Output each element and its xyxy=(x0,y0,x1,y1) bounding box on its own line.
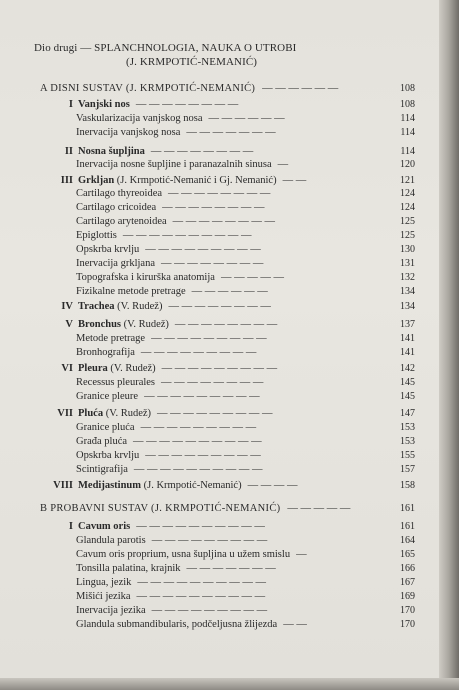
dot-leader: — — — — — — — — — xyxy=(151,535,268,546)
entry-text: Opskrba krvlju xyxy=(76,244,140,255)
entry-label xyxy=(76,619,307,631)
part-title: Dio drugi — SPLANCHNOLOGIA, NAUKA O UTROBI xyxy=(34,42,297,54)
chapter-numeral: III xyxy=(60,175,73,186)
entry-label xyxy=(76,436,262,448)
page-number: 124 xyxy=(400,188,415,199)
chapter-title: Pleura xyxy=(78,363,108,374)
entry-label xyxy=(76,113,285,125)
dot-leader: — — — — — — — — — xyxy=(144,391,260,402)
dot-leader: — — — — — — — — — — xyxy=(133,436,262,447)
chapter-title: Trachea xyxy=(78,301,115,312)
page-number: 124 xyxy=(400,202,415,213)
page-number: 134 xyxy=(400,286,415,297)
entry-label xyxy=(76,464,263,476)
page-number: 108 xyxy=(400,99,415,110)
chapter-title: Nosna šupljina xyxy=(78,146,145,157)
page-number: 134 xyxy=(400,301,415,312)
page-number: 167 xyxy=(400,577,415,588)
dot-leader: — — — — — — — — — — xyxy=(136,521,265,532)
entry-text: Scintigrafija xyxy=(76,464,128,475)
dot-leader: — xyxy=(296,549,307,560)
entry-text: Inervacija grkljana xyxy=(76,258,155,269)
entry-label xyxy=(76,422,256,434)
chapter-numeral: II xyxy=(64,146,73,157)
entry-label xyxy=(76,230,251,242)
page-number: 120 xyxy=(400,159,415,170)
dot-leader: — — — — — xyxy=(220,272,284,283)
page-number: 114 xyxy=(400,127,415,138)
chapter-numeral: VI xyxy=(61,363,73,374)
entry-text: Granice pleure xyxy=(76,391,139,402)
dot-leader: — — — — — — — — — xyxy=(151,333,267,344)
dot-leader: — — — — — — — — — xyxy=(140,347,257,358)
page-number: 169 xyxy=(400,591,415,602)
chapter-numeral: VIII xyxy=(53,480,73,491)
entry-text: Građa pluća xyxy=(76,436,128,447)
dot-leader: — xyxy=(277,159,289,170)
page-number: 170 xyxy=(400,619,415,630)
page-number: 137 xyxy=(400,319,415,330)
dot-leader: — — — — xyxy=(247,480,298,491)
entry-text: Epiglottis xyxy=(76,230,117,241)
dot-leader: — — — — — — — — xyxy=(161,377,264,388)
dot-leader: — — — — — — — — — xyxy=(145,244,261,255)
entry-label xyxy=(76,535,267,547)
entry-label xyxy=(78,363,277,375)
entry-label xyxy=(78,319,277,331)
chapter-numeral: IV xyxy=(61,301,73,312)
dot-leader: — — — — — — — — xyxy=(172,216,276,227)
chapter-title: Vanjski nos xyxy=(78,99,130,110)
entry-label xyxy=(76,549,307,561)
entry-text: Lingua, jezik xyxy=(76,577,132,588)
entry-text: Bronhografija xyxy=(76,347,135,358)
dot-leader: — — — — — — — — — xyxy=(145,450,261,461)
chapter-numeral: VII xyxy=(57,408,73,419)
entry-text: Granice pluća xyxy=(76,422,135,433)
entry-label xyxy=(76,188,270,200)
entry-text: Inervacija nosne šupljine i paranazalnih sinusa xyxy=(76,159,272,170)
entry-label xyxy=(78,521,265,533)
entry-text: Glandula parotis xyxy=(76,535,146,546)
entry-text: Inervacija jezika xyxy=(76,605,146,616)
dot-leader: — — xyxy=(283,619,307,630)
page-number: 166 xyxy=(400,563,415,574)
dot-leader: — — — — — — — — — — xyxy=(133,464,263,475)
page-number: 108 xyxy=(400,83,415,94)
entry-label xyxy=(76,272,284,284)
entry-label xyxy=(76,159,288,171)
page-number: 132 xyxy=(400,272,415,283)
entry-text: Fizikalne metode pretrage xyxy=(76,286,186,297)
entry-text: Cavum oris proprium, usna šupljina u užem smislu xyxy=(76,549,291,560)
page-number: 147 xyxy=(400,408,415,419)
entry-label xyxy=(76,286,268,298)
page-number: 142 xyxy=(400,363,415,374)
entry-text: (V. Rudež) xyxy=(121,319,169,330)
dot-leader: — — — — — — — — xyxy=(168,188,271,199)
part-authors: (J. KRMPOTIĆ-NEMANIĆ) xyxy=(126,56,258,68)
page-number: 130 xyxy=(400,244,415,255)
entry-label xyxy=(76,391,260,403)
dot-leader: — — — — — — — — — xyxy=(151,605,268,616)
page-number: 141 xyxy=(400,347,415,358)
dot-leader: — — — — — — — — — xyxy=(157,408,273,419)
chapter-title: Bronchus xyxy=(78,319,121,330)
dot-leader: — — — — — — — xyxy=(186,127,276,138)
dot-leader: — — — — — — — — xyxy=(174,319,278,330)
page-number: 131 xyxy=(400,258,415,269)
entry-label xyxy=(78,301,271,313)
page-number: 145 xyxy=(400,391,415,402)
chapter-title: Medijastinum xyxy=(78,480,141,491)
entry-label xyxy=(76,258,263,270)
entry-text: Metode pretrage xyxy=(76,333,146,344)
page-number: 153 xyxy=(400,436,415,447)
page-number: 164 xyxy=(400,535,415,546)
chapter-title: Grkljan xyxy=(78,175,115,186)
page-number: 125 xyxy=(400,230,415,241)
chapter-numeral: I xyxy=(68,521,73,532)
chapter-title: Cavum oris xyxy=(78,521,131,532)
entry-label xyxy=(76,347,256,359)
dot-leader: — — — — — — xyxy=(208,113,285,124)
entry-label xyxy=(76,591,265,603)
entry-text: Vaskularizacija vanjskog nosa xyxy=(76,113,203,124)
page-number: 125 xyxy=(400,216,415,227)
entry-text: Cartilago arytenoidea xyxy=(76,216,167,227)
page-number: 165 xyxy=(400,549,415,560)
page-number: 114 xyxy=(400,113,415,124)
dot-leader: — — — — — — — — — xyxy=(161,363,278,374)
dot-leader: — — xyxy=(282,175,307,186)
page-number: 158 xyxy=(400,480,415,491)
page-number: 157 xyxy=(400,464,415,475)
entry-label xyxy=(76,377,263,389)
page-number: 161 xyxy=(400,503,415,514)
chapter-numeral: I xyxy=(68,99,73,110)
dot-leader: — — — — — — — — xyxy=(168,301,271,312)
entry-label xyxy=(78,408,273,420)
entry-label xyxy=(76,577,266,589)
page-number: 114 xyxy=(400,146,415,157)
entry-label xyxy=(78,99,238,111)
entry-text: Glandula submandibularis, podčeljusna žlijezda xyxy=(76,619,278,630)
section-title: B PROBAVNI SUSTAV (J. KRMPOTIĆ-NEMANIĆ) — — — — — xyxy=(40,503,351,514)
dot-leader: — — — — — — — — xyxy=(161,258,264,269)
dot-leader: — — — — — — — — — — xyxy=(122,230,252,241)
dot-leader: — — — — — — — — xyxy=(150,146,254,157)
page-number: 153 xyxy=(400,422,415,433)
dot-leader: — — — — — — — xyxy=(186,563,276,574)
page-number: 170 xyxy=(400,605,415,616)
entry-label xyxy=(78,146,253,158)
entry-text: Mišići jezika xyxy=(76,591,131,602)
entry-text: (V. Rudež) xyxy=(103,408,152,419)
entry-label xyxy=(78,480,297,492)
entry-text: (J. Krmpotić-Nemanić) xyxy=(141,480,242,491)
entry-text: Inervacija vanjskog nosa xyxy=(76,127,181,138)
page-number: 121 xyxy=(400,175,415,186)
dot-leader: — — — — — — xyxy=(191,286,268,297)
dot-leader: — — — — — — — — — — xyxy=(137,577,267,588)
chapter-numeral: V xyxy=(65,319,73,330)
entry-text: Cartilago thyreoidea xyxy=(76,188,163,199)
entry-text: Opskrba krvlju xyxy=(76,450,140,461)
entry-text: Tonsilla palatina, krajnik xyxy=(76,563,181,574)
chapter-title: Pluća xyxy=(78,408,104,419)
page-number: 145 xyxy=(400,377,415,388)
book-spine-shadow xyxy=(439,0,459,690)
entry-text: (J. Krmpotić-Nemanić i Gj. Nemanić) xyxy=(114,175,277,186)
dot-leader: — — — — — — — — — — xyxy=(136,591,266,602)
dot-leader: — — — — — — — — — xyxy=(140,422,257,433)
entry-label xyxy=(76,563,276,575)
book-bottom-edge xyxy=(0,678,459,690)
entry-text: Recessus pleurales xyxy=(76,377,156,388)
entry-label xyxy=(76,127,276,139)
entry-text: (V. Rudež) xyxy=(107,363,156,374)
entry-label xyxy=(76,216,275,228)
entry-label xyxy=(76,333,267,345)
entry-label xyxy=(76,450,261,462)
entry-text: (V. Rudež) xyxy=(114,301,163,312)
entry-text: Cartilago cricoidea xyxy=(76,202,157,213)
entry-label xyxy=(76,202,265,214)
entry-text: Topografska i kirurška anatomija xyxy=(76,272,215,283)
section-title: A DISNI SUSTAV (J. KRMPOTIĆ-NEMANIĆ) — — — — — — xyxy=(40,83,339,94)
entry-label xyxy=(76,244,261,256)
page-number: 161 xyxy=(400,521,415,532)
dot-leader: — — — — — — — — xyxy=(162,202,265,213)
entry-label xyxy=(78,175,306,187)
dot-leader: — — — — — — — — xyxy=(135,99,239,110)
page-number: 155 xyxy=(400,450,415,461)
page-number: 141 xyxy=(400,333,415,344)
entry-label xyxy=(76,605,267,617)
